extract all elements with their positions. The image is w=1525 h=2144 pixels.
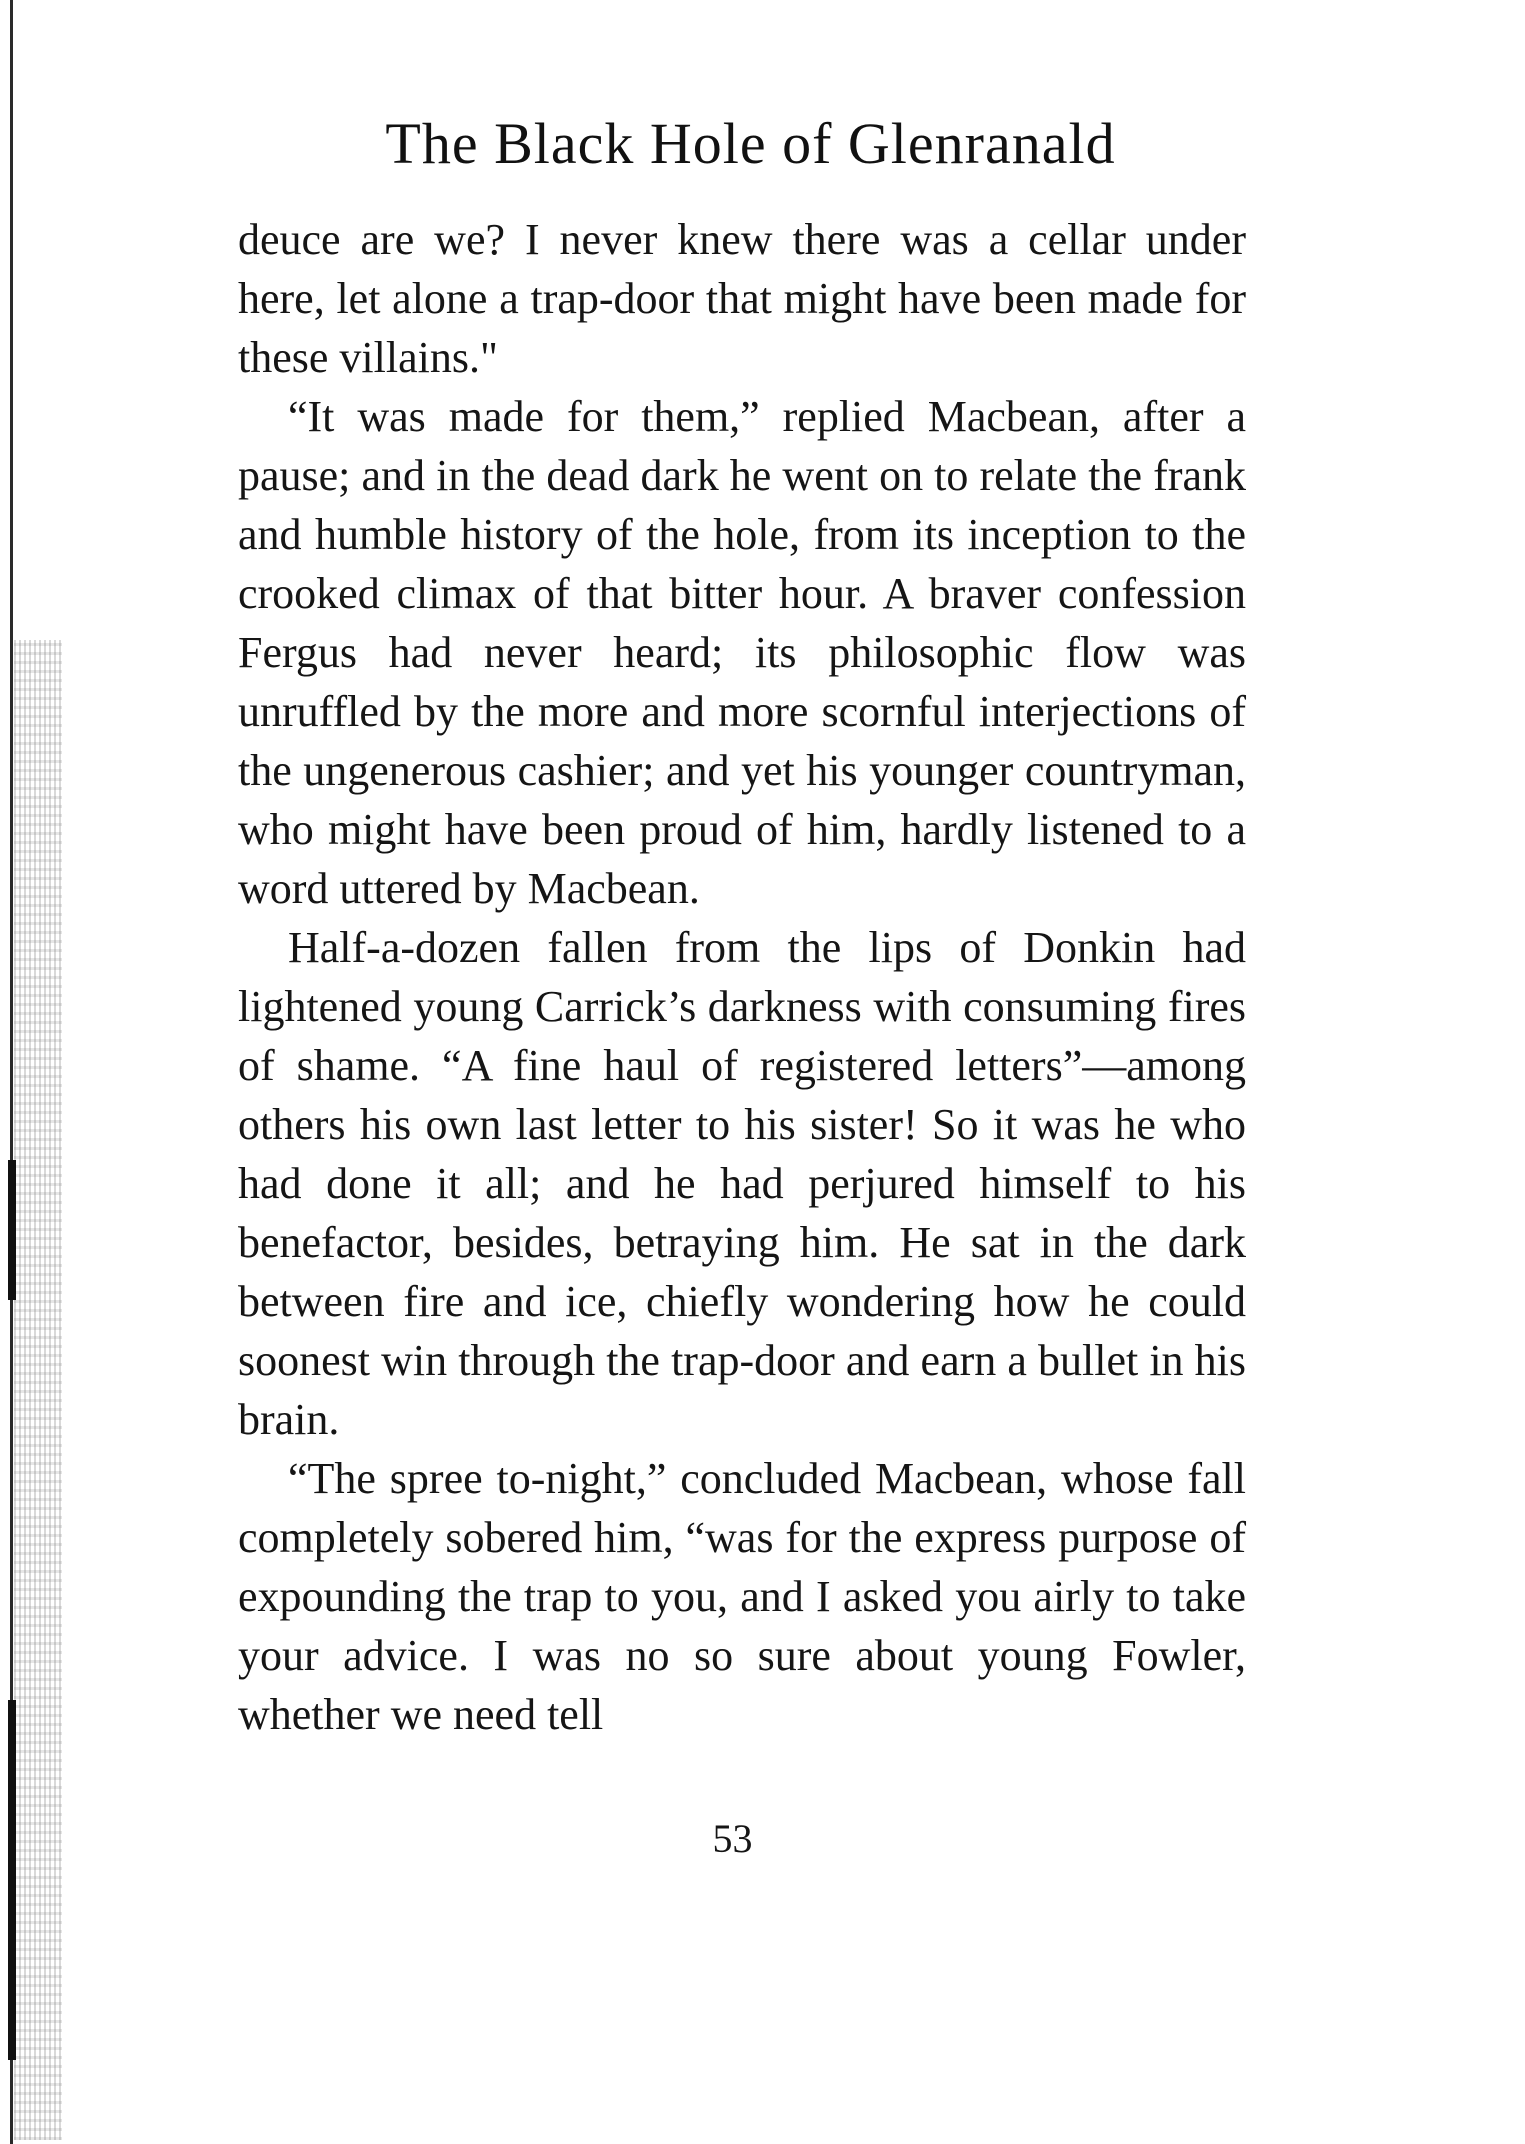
page-number <box>0 1815 1525 1862</box>
running-head <box>0 110 1525 177</box>
body-text <box>238 210 1246 1744</box>
binding-dark-band <box>8 1160 16 1300</box>
running-head-text: The Black Hole of Glenranald <box>385 111 1116 176</box>
binding-dark-band <box>8 1700 16 2060</box>
paragraph: Half-a-dozen fallen from the lips of Donkin had lightened young Carrick’s darkness with consuming fires of shame. “A fine haul of registered letters”—among others his own last letter to his sister! So it was he who had done it all; and he had perjured himself to his benefactor, besides, betraying him. He sat in the dark between fire and ice, chiefly wondering how he could soonest win through the trap-door and earn a bullet in his brain. <box>238 923 1246 1444</box>
page-number-text: 53 <box>712 1816 753 1861</box>
paragraph: “The spree to-night,” concluded Macbean, whose fall completely sobered him, “was for the express purpose of expounding the trap to you, and I asked you airly to take your advice. I was no so sure about young Fowler, whether we need tell <box>238 1454 1246 1739</box>
paragraph: “It was made for them,” replied Macbean, after a pause; and in the dead dark he went on to relate the frank and humble history of the hole, from its inception to the crooked climax of that bitter hour. A braver confession Fergus had never heard; its philosophic flow was unruffled by the more and more scornful interjections of the ungenerous cashier; and yet his younger countryman, who might have been proud of him, hardly listened to a word uttered by Macbean. <box>238 392 1246 913</box>
paragraph: deuce are we? I never knew there was a cellar under here, let alone a trap-door that might have been made for these villains." <box>238 215 1246 382</box>
binding-speckle <box>14 640 62 2140</box>
